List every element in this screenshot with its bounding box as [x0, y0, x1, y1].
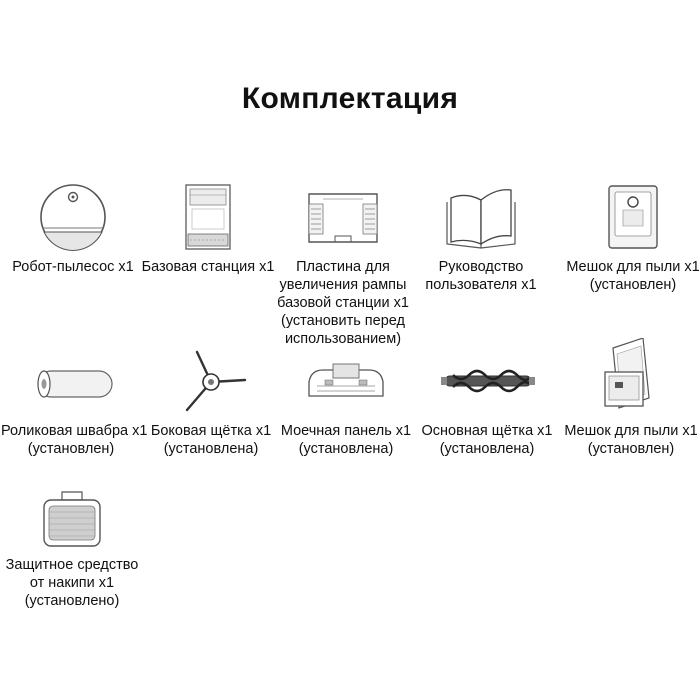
item-caption: Роликовая швабра x1 (установлен)	[1, 423, 148, 457]
roller-mop-icon	[26, 350, 116, 416]
item-caption: Базовая станция x1	[141, 259, 275, 275]
page-title: Комплектация	[241, 82, 459, 115]
kit-item-base-station	[138, 182, 278, 276]
kit-item-user-manual	[411, 182, 551, 294]
anti-tangle-cover-icon	[32, 488, 112, 550]
item-caption: Моечная панель x1 (установлена)	[280, 423, 412, 457]
kit-item-side-brush	[141, 350, 281, 458]
kit-item-main-brush	[417, 350, 557, 458]
item-caption: Мешок для пыли x1 (установлен)	[564, 423, 698, 457]
item-caption: Робот-пылесос x1	[12, 259, 134, 275]
kit-item-robot-vacuum	[3, 182, 143, 276]
item-caption: Основная щётка x1 (установлена)	[421, 423, 553, 457]
kit-item-ramp-plate	[273, 182, 413, 348]
item-caption: Пластина для увеличения рампы базовой станции x1 (установить перед использованием)	[277, 259, 409, 347]
kit-item-roller-mop	[1, 350, 148, 458]
main-brush-icon	[437, 350, 537, 416]
kit-item-dust-bag-installed	[561, 338, 700, 458]
dust-bag-icon	[593, 182, 673, 252]
item-caption: Защитное средство от накипи x1 (установлено)	[5, 557, 139, 609]
kit-item-dust-bag	[563, 182, 700, 294]
dust-bag-installed-icon	[591, 338, 671, 416]
base-station-icon	[168, 182, 248, 252]
user-manual-icon	[441, 182, 521, 252]
washing-panel-icon	[303, 350, 389, 416]
item-caption: Мешок для пыли x1 (установлен)	[566, 259, 700, 293]
robot-vacuum-icon	[33, 182, 113, 252]
item-caption: Руководство пользователя x1	[425, 259, 537, 293]
kit-item-anti-tangle-cover	[2, 488, 142, 610]
ramp-plate-icon	[303, 182, 383, 252]
side-brush-icon	[171, 350, 251, 416]
item-caption: Боковая щётка x1 (установлена)	[150, 423, 272, 457]
kit-item-washing-panel	[276, 350, 416, 458]
